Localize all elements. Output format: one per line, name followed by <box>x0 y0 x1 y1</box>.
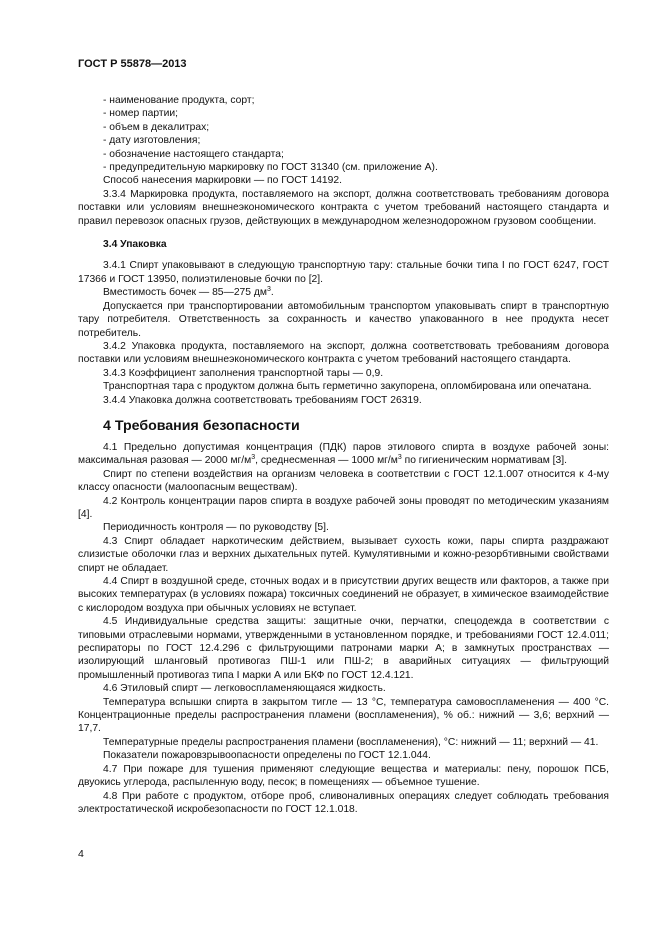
list-item-manufacture-date: - дату изготовления; <box>103 135 201 147</box>
paragraph-marking-method: Способ нанесения маркировки — по ГОСТ 14192. <box>103 175 342 187</box>
section-heading-3-4: 3.4 Упаковка <box>103 239 167 251</box>
paragraph-auto-transport: Допускается при транспортировании автомобильным транспортом упаковывать спирт в транспортную тару потребителя. Ответственность за сохранность и качество упакованного в нее продукта несет потребитель. <box>78 300 609 339</box>
paragraph-3-4-1: 3.4.1 Спирт упаковывают в следующую транспортную тару: стальные бочки типа I по ГОСТ 6247, ГОСТ 17366 и ГОСТ 13950, полиэтиленовые бочки по [2]. <box>78 260 609 285</box>
paragraph-4-3: 4.3 Спирт обладает наркотическим действием, вызывает сухость кожи, пары спирта раздражают слизистые оболочки глаз и верхних дыхательных путей. Кумулятивными и кожно-резорбтивными свойствами спирт не обладает. <box>78 535 609 574</box>
paragraph-flash-temperature: Температура вспышки спирта в закрытом тигле — 13 °С, температура самовоспламенения — 400 °С. Концентрационные пределы распространения пламени (воспламенения), % об.: нижний — 3,6; верхний — 17,7. <box>78 696 609 735</box>
mpc-text-c: по гигиеническим нормативам [3]. <box>401 455 567 467</box>
document-body <box>78 94 609 816</box>
page-header-standard-id: ГОСТ Р 55878—2013 <box>78 58 187 70</box>
paragraph-fire-indicators: Показатели пожаровзрывоопасности определены по ГОСТ 12.1.044. <box>103 750 431 762</box>
paragraph-4-1 <box>78 441 609 468</box>
list-item-standard-designation: - обозначение настоящего стандарта; <box>103 148 284 160</box>
paragraph-4-2: 4.2 Контроль концентрации паров спирта в воздухе рабочей зоны проводят по методическим указаниям [4]. <box>78 495 609 520</box>
paragraph-temperature-limits: Температурные пределы распространения пламени (воспламенения), °С: нижний — 11; верхний — 41. <box>103 736 599 748</box>
mpc-superscript-1: 3 <box>251 454 256 462</box>
mpc-text-b: , среднесменная — 1000 мг/м <box>255 455 398 467</box>
paragraph-3-4-2: 3.4.2 Упаковка продукта, поставляемого на экспорт, должна соответствовать требованиям договора поставки или условиям внешнеэкономического контракта с учетом требований настоящего стандарта. <box>78 340 609 366</box>
mpc-superscript-2: 3 <box>397 454 402 462</box>
paragraph-4-7: 4.7 При пожаре для тушения применяют следующие вещества и материалы: пену, порошок ПСБ, двуокись углерода, распыленную воду, песок; в помещениях — объемное тушение. <box>78 763 609 789</box>
paragraph-control-frequency: Периодичность контроля — по руководству [5]. <box>103 522 329 534</box>
capacity-text: Вместимость бочек — 85—275 дм <box>103 287 267 299</box>
paragraph-4-4: 4.4 Спирт в воздушной среде, сточных водах и в присутствии других веществ или факторов, а также при высоких температурах (в условиях пожара) токсичных соединений не образует, в химическое взаимодействие с кислородом воздуха при обычных условиях не вступает. <box>78 576 609 614</box>
paragraph-4-8: 4.8 При работе с продуктом, отборе проб, сливоналивных операциях следует соблюдать требования электростатической искробезопасности по ГОСТ 12.1.018. <box>78 790 609 815</box>
list-item-volume: - объем в декалитрах; <box>103 121 210 133</box>
paragraph-container-sealed: Транспортная тара с продуктом должна быть герметично закупорена, опломбирована или опечатана. <box>103 381 592 393</box>
page-number: 4 <box>78 848 84 860</box>
capacity-end: . <box>270 287 274 299</box>
paragraph-4-6: 4.6 Этиловый спирт — легковоспламеняющаяся жидкость. <box>103 683 386 695</box>
section-heading-4: 4 Требования безопасности <box>103 417 300 434</box>
paragraph-3-4-4: 3.4.4 Упаковка должна соответствовать требованиям ГОСТ 26319. <box>103 394 422 406</box>
paragraph-3-4-3: 3.4.3 Коэффициент заполнения транспортной тары — 0,9. <box>103 367 384 379</box>
list-item-product-name: - наименование продукта, сорт; <box>103 95 255 106</box>
mpc-text-a: 4.1 Предельно допустимая концентрация (ПДК) паров этилового спирта в воздухе рабочей зоны: максимальная разовая — 2000 мг/м <box>78 441 609 467</box>
paragraph-capacity <box>78 286 609 299</box>
capacity-superscript: 3 <box>266 286 271 294</box>
paragraph-3-3-4: 3.3.4 Маркировка продукта, поставляемого на экспорт, должна соответствовать требованиям договора поставки или условиям внешнеэкономического контракта с учетом требований настоящего стандарта и правил перевозок опасных грузов, действующих в международном железнодорожном грузовом сообщении. <box>78 188 609 227</box>
list-item-batch-number: - номер партии; <box>103 108 178 120</box>
list-item-warning-marking: - предупредительную маркировку по ГОСТ 31340 (см. приложение А). <box>103 162 438 174</box>
paragraph-hazard-class: Спирт по степени воздействия на организм человека в соответствии с ГОСТ 12.1.007 относится к 4-му классу опасности (малоопасным веществам). <box>78 468 609 494</box>
paragraph-4-5: 4.5 Индивидуальные средства защиты: защитные очки, перчатки, спецодежда в соответствии с типовыми отраслевыми нормами, утвержденными в установленном порядке, и требованиями ГОСТ 12.4.011; респираторы по ГОСТ 12.4.296 с фильтрующими патронами марки А; в замкнутых пространствах — изолирующий шланговый противогаз ПШ-1 или ПШ-2; в аварийных ситуациях — фильтрующий промышленный противогаз типа I марки А или БКФ по ГОСТ 12.4.121. <box>78 616 609 681</box>
